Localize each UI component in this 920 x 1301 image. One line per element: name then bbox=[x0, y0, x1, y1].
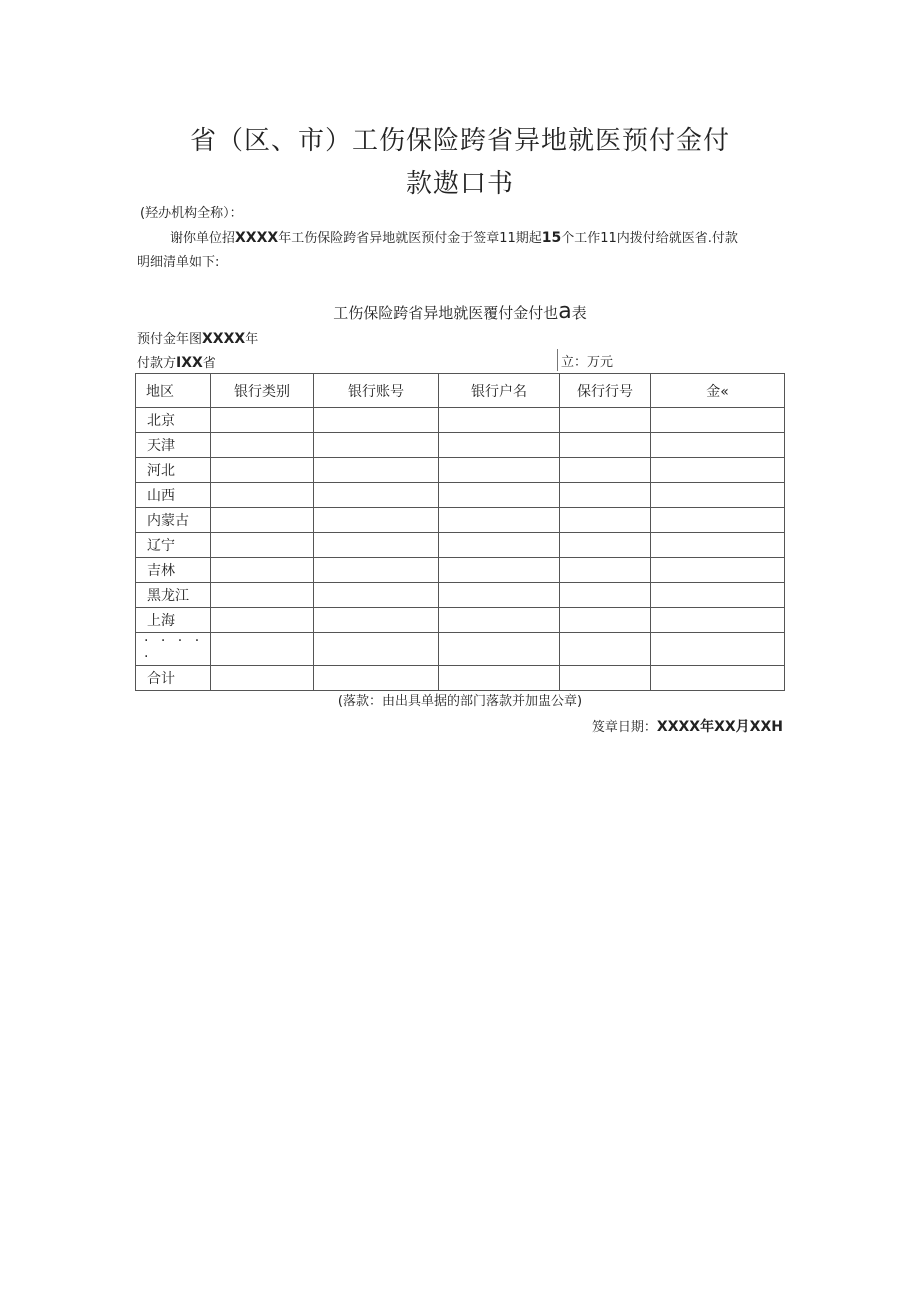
table-cell bbox=[314, 633, 439, 666]
payer-value: IXX bbox=[176, 355, 203, 371]
region-cell: 北京 bbox=[136, 408, 211, 433]
body-paragraph-line1 bbox=[170, 229, 738, 248]
region-cell: 吉林 bbox=[136, 558, 211, 583]
table-cell bbox=[439, 458, 560, 483]
table-cell bbox=[211, 408, 314, 433]
table-cell bbox=[314, 408, 439, 433]
table-cell bbox=[314, 483, 439, 508]
table-cell bbox=[314, 608, 439, 633]
table-cell bbox=[651, 608, 785, 633]
table-cell bbox=[439, 408, 560, 433]
body-text-e: 个工作11内拨付给就医省.付款 bbox=[561, 231, 738, 246]
prepay-year-suffix: 年 bbox=[245, 332, 259, 347]
table-cell bbox=[560, 558, 651, 583]
document-title-line2: 款遨口书 bbox=[405, 169, 514, 199]
body-text-c: 年工伤保险跨省异地就医预付金于签章11期起 bbox=[278, 231, 542, 246]
header-bank-account: 银行账号 bbox=[314, 374, 439, 408]
table-cell bbox=[314, 666, 439, 691]
header-amount: 金« bbox=[651, 374, 785, 408]
table-cell bbox=[439, 633, 560, 666]
table-cell bbox=[314, 458, 439, 483]
table-cell bbox=[211, 483, 314, 508]
prepay-year-line bbox=[137, 330, 258, 349]
table-cell bbox=[560, 666, 651, 691]
signature-date-value: XXXX年XX月XXH bbox=[656, 719, 783, 735]
table-cell bbox=[439, 508, 560, 533]
table-cell bbox=[211, 633, 314, 666]
header-bank-code: 保行行号 bbox=[560, 374, 651, 408]
header-bank-type: 银行类别 bbox=[211, 374, 314, 408]
table-cell bbox=[560, 583, 651, 608]
table-cell bbox=[314, 558, 439, 583]
table-cell bbox=[314, 433, 439, 458]
addressee: (羟办机构全称）： bbox=[140, 206, 243, 221]
table-cell bbox=[439, 583, 560, 608]
table-cell bbox=[314, 583, 439, 608]
table-row bbox=[136, 508, 785, 533]
table-cell bbox=[560, 458, 651, 483]
payer-line bbox=[137, 354, 216, 373]
table-cell bbox=[651, 583, 785, 608]
table-cell bbox=[651, 666, 785, 691]
table-title-suffix: 表 bbox=[571, 304, 587, 322]
table-cell bbox=[560, 433, 651, 458]
table-cell bbox=[560, 508, 651, 533]
table-cell bbox=[211, 666, 314, 691]
payer-label: 付款方 bbox=[137, 356, 177, 371]
table-row bbox=[136, 608, 785, 633]
table-cell bbox=[651, 508, 785, 533]
region-cell: 辽宁 bbox=[136, 533, 211, 558]
table-title-text: 工伤保险跨省异地就医覆付金付也 bbox=[333, 304, 559, 322]
table-cell bbox=[651, 458, 785, 483]
table-row bbox=[136, 583, 785, 608]
table-cell bbox=[560, 483, 651, 508]
table-header-row bbox=[136, 374, 785, 408]
signature-date-line bbox=[592, 716, 783, 736]
table-row bbox=[136, 558, 785, 583]
table-cell bbox=[439, 433, 560, 458]
body-days: 15 bbox=[541, 230, 562, 246]
table-cell bbox=[439, 533, 560, 558]
table-cell bbox=[211, 608, 314, 633]
table-cell bbox=[560, 608, 651, 633]
region-cell: 河北 bbox=[136, 458, 211, 483]
table-row bbox=[136, 408, 785, 433]
region-cell: 黑龙江 bbox=[136, 583, 211, 608]
table-cell bbox=[211, 508, 314, 533]
header-region: 地区 bbox=[136, 374, 211, 408]
body-paragraph-line2: 明细清单如下: bbox=[137, 255, 220, 270]
table-cell bbox=[211, 458, 314, 483]
prepay-year-value: XXXX bbox=[202, 331, 246, 347]
region-cell: 山西 bbox=[136, 483, 211, 508]
payment-table bbox=[135, 373, 785, 691]
unit-divider bbox=[557, 349, 558, 371]
table-title bbox=[0, 299, 920, 324]
table-row bbox=[136, 633, 785, 666]
table-cell bbox=[560, 633, 651, 666]
header-account-name: 银行户名 bbox=[439, 374, 560, 408]
table-cell bbox=[314, 533, 439, 558]
table-cell bbox=[314, 508, 439, 533]
table-row bbox=[136, 433, 785, 458]
table-cell bbox=[651, 533, 785, 558]
table-cell bbox=[439, 558, 560, 583]
region-cell-total: 合计 bbox=[136, 666, 211, 691]
table-cell bbox=[651, 408, 785, 433]
table-cell bbox=[560, 533, 651, 558]
table-cell bbox=[439, 483, 560, 508]
table-cell bbox=[211, 558, 314, 583]
body-year-placeholder: XXXX bbox=[235, 230, 279, 246]
region-cell: 内蒙古 bbox=[136, 508, 211, 533]
table-cell bbox=[439, 608, 560, 633]
document-title-line1: 省（区、市）工伤保险跨省异地就医预付金付 bbox=[189, 126, 730, 156]
prepay-year-label: 预付金年图 bbox=[137, 332, 203, 347]
table-row bbox=[136, 458, 785, 483]
table-cell bbox=[211, 533, 314, 558]
table-cell bbox=[651, 633, 785, 666]
table-cell bbox=[651, 483, 785, 508]
table-cell bbox=[651, 558, 785, 583]
table-cell bbox=[560, 408, 651, 433]
body-text-a: 谢你单位招 bbox=[170, 231, 236, 246]
table-cell bbox=[651, 433, 785, 458]
table-row bbox=[136, 533, 785, 558]
payer-suffix: 省 bbox=[202, 356, 216, 371]
unit-label: 立：万元 bbox=[561, 355, 614, 370]
table-row bbox=[136, 483, 785, 508]
region-cell-ellipsis: · · · · · bbox=[136, 633, 211, 666]
table-row-total bbox=[136, 666, 785, 691]
table-cell bbox=[211, 433, 314, 458]
region-cell: 天津 bbox=[136, 433, 211, 458]
signature-date-label: 笈章日期： bbox=[591, 720, 657, 735]
table-cell bbox=[211, 583, 314, 608]
table-cell bbox=[439, 666, 560, 691]
region-cell: 上海 bbox=[136, 608, 211, 633]
table-title-glyph: a bbox=[558, 299, 572, 324]
seal-note: (落款：由出具单据的部门落款并加盅公章) bbox=[337, 694, 583, 709]
